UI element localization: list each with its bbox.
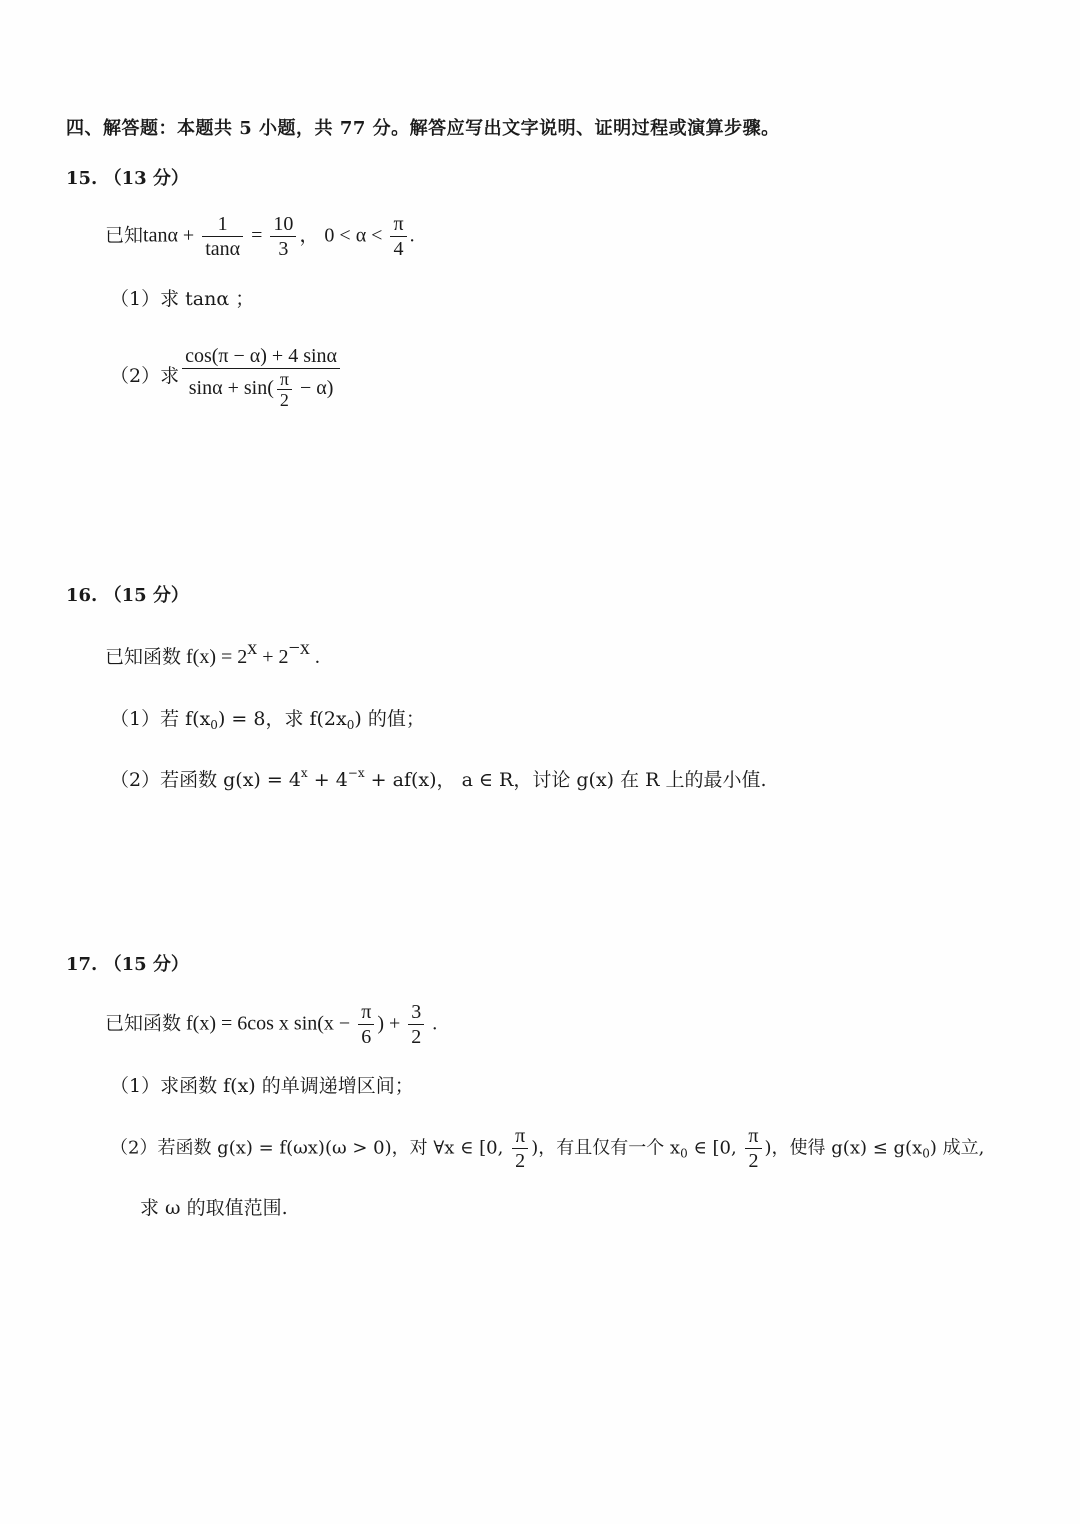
q15-frac1-num: 1	[202, 212, 243, 237]
q15-given-sep: ， 0 < α <	[299, 224, 388, 247]
q17-part2-frac1-num: π	[512, 1124, 528, 1149]
q16-part1	[110, 707, 425, 731]
q17-frac1-den: 6	[361, 1026, 372, 1048]
q16-part2-c: + af(x)， a ∈ R，讨论 g(x) 在 R 上的最小值.	[364, 769, 767, 791]
q17-part2-frac1	[512, 1124, 528, 1173]
q17-part2-continuation: 求 ω 的取值范围.	[140, 1197, 288, 1219]
q17-part2-frac2	[745, 1124, 761, 1173]
q15-given-eq: =	[246, 224, 268, 247]
q15-frac2-num: 10	[270, 212, 296, 237]
q17-part1: （1）求函数 f(x) 的单调递增区间；	[110, 1075, 414, 1097]
q15-part2-prefix: （2）求	[110, 365, 180, 387]
q16-part2-b: + 4	[307, 769, 348, 791]
q17-part2-sub2: 0	[922, 1146, 930, 1161]
q15-given-prefix: 已知	[105, 224, 144, 247]
q17-part2	[110, 1124, 984, 1173]
q15-frac-pi-over-4	[390, 212, 406, 261]
q17-given	[105, 1000, 437, 1049]
q17-part2-frac2-den: 2	[748, 1150, 759, 1172]
q15-part1: （1）求 tanα ；	[110, 288, 255, 310]
q17-given-b: ) +	[377, 1012, 406, 1035]
q16-part1-a: （1）若 f(x	[110, 708, 211, 730]
q15-frac2-den: 3	[278, 238, 289, 260]
q15-given-tan: tanα +	[143, 224, 200, 247]
q17-frac-pi-over-6	[358, 1000, 374, 1049]
q16-part2-exp1: x	[300, 766, 308, 780]
q16-given-exp2: −x	[288, 637, 310, 659]
q17-label: 17. （15 分）	[66, 954, 189, 975]
q15-part2-den-b: − α)	[294, 377, 334, 400]
q15-part2-numerator: cos(π − α) + 4 sinα	[182, 344, 340, 369]
q16-given-math: f(x) = 2	[181, 646, 248, 668]
q17-part2-b: )，有且仅有一个 x	[531, 1137, 681, 1159]
q15-part2-denominator	[182, 369, 340, 410]
q17-part2-frac2-num: π	[745, 1124, 761, 1149]
q17-given-a: f(x) = 6cos x sin(x −	[181, 1012, 356, 1035]
q15-frac3-num: π	[390, 212, 406, 237]
q16-label: 16. （15 分）	[66, 585, 189, 606]
q16-given-mid: + 2	[257, 646, 289, 668]
q16-part1-sub2: 0	[346, 718, 355, 732]
q15-part2	[110, 344, 343, 410]
q17-part2-d: )，使得 g(x) ≤ g(x	[764, 1137, 923, 1159]
q16-given-exp1: x	[247, 637, 258, 659]
q16-part1-c: ) 的值；	[354, 708, 425, 730]
q17-frac-three-halves	[408, 1000, 424, 1049]
q15-part2-den-frac-num: π	[277, 369, 292, 390]
q17-frac2-num: 3	[408, 1000, 424, 1025]
q15-frac-1-over-tan	[202, 212, 243, 261]
q16-part2-exp2: −x	[347, 766, 365, 780]
q15-part2-den-frac-den: 2	[279, 390, 289, 410]
q16-part2	[110, 768, 767, 792]
q15-part2-den-a: sinα + sin(	[188, 377, 274, 400]
q15-part2-fraction	[182, 344, 340, 410]
q15-given-end: .	[409, 224, 415, 247]
q16-given	[105, 637, 320, 669]
q17-given-end: .	[427, 1012, 438, 1035]
q16-part1-b: ) = 8，求 f(2x	[217, 708, 347, 730]
q17-frac1-num: π	[358, 1000, 374, 1025]
q17-frac2-den: 2	[411, 1026, 422, 1048]
q17-given-prefix: 已知函数	[105, 1012, 182, 1035]
q15-part2-den-frac	[277, 369, 292, 410]
q15-label: 15. （13 分）	[66, 168, 189, 189]
q17-part2-frac1-den: 2	[515, 1150, 526, 1172]
q15-frac1-den: tanα	[205, 238, 241, 260]
q17-part2-a: （2）若函数 g(x) = f(ωx)(ω > 0)，对 ∀x ∈ [0,	[110, 1137, 510, 1159]
section-title: 四、解答题：本题共 5 小题，共 77 分。解答应写出文字说明、证明过程或演算步骤。	[66, 118, 780, 139]
q17-part2-c: ∈ [0,	[687, 1137, 743, 1159]
q17-part2-e: ) 成立,	[929, 1137, 985, 1159]
q16-given-end: .	[309, 646, 320, 668]
q16-given-prefix: 已知函数	[105, 646, 182, 668]
q16-part2-a: （2）若函数 g(x) = 4	[110, 769, 301, 791]
q15-given	[105, 212, 415, 261]
q17-part2-sub: 0	[680, 1146, 688, 1161]
q15-frac3-den: 4	[393, 238, 404, 260]
q16-part1-sub: 0	[210, 718, 218, 732]
q15-frac-ten-thirds	[270, 212, 296, 261]
